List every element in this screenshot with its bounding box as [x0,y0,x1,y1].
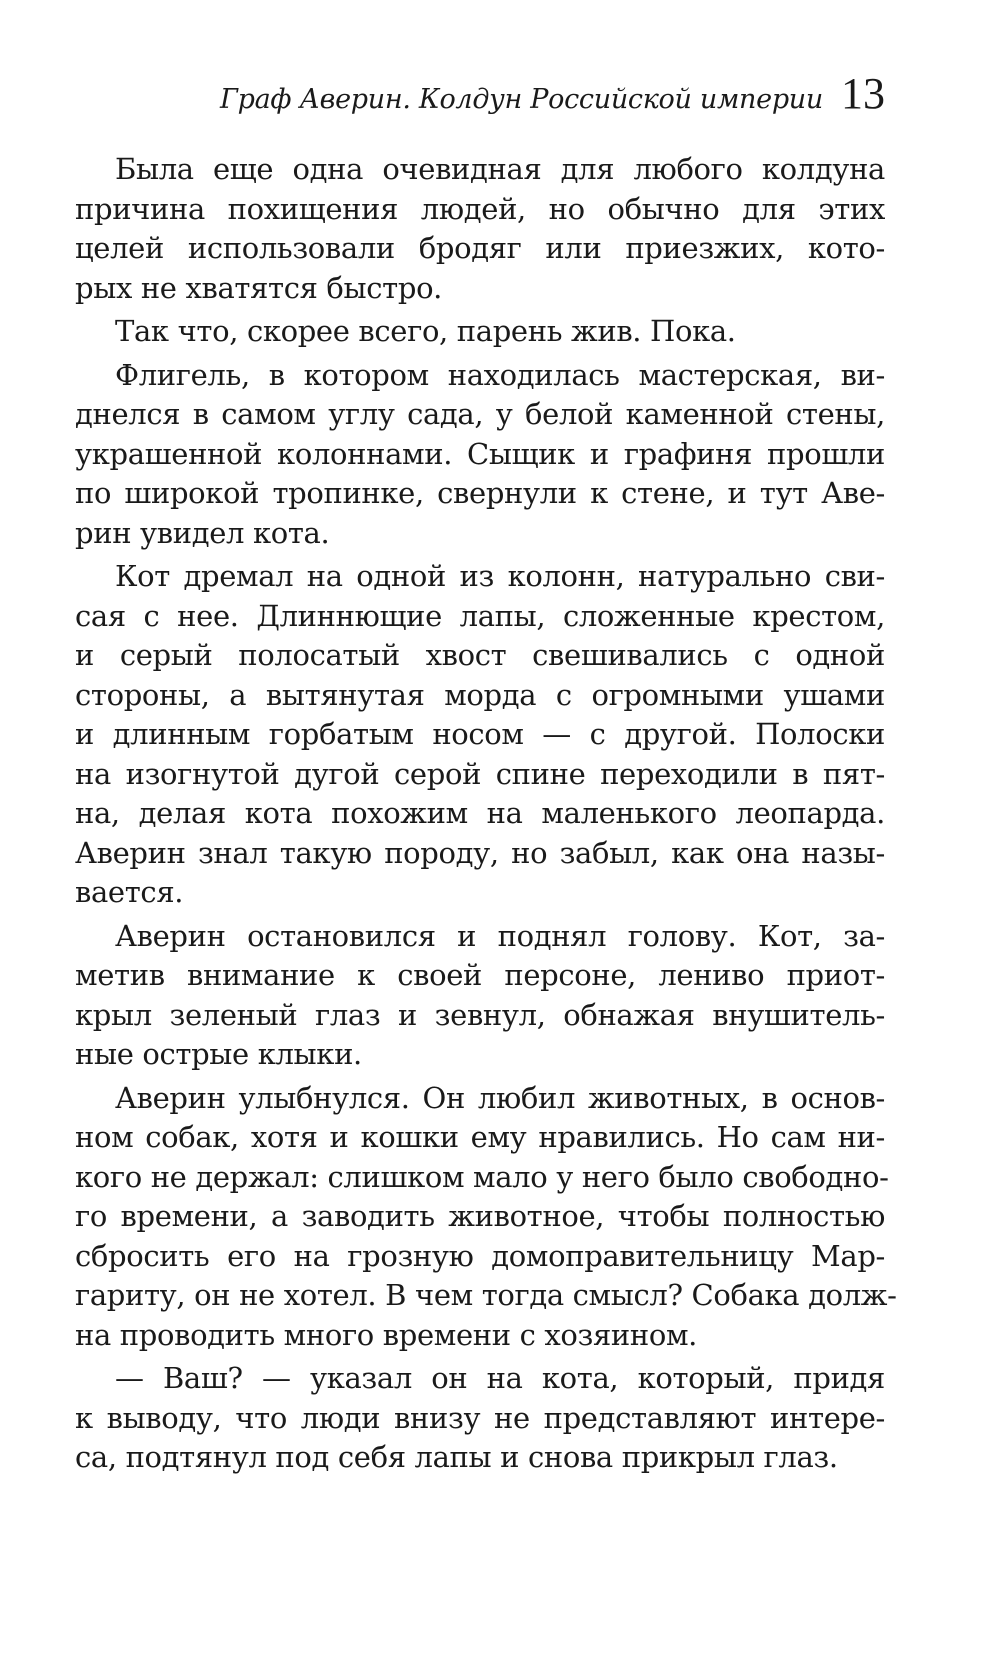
text-line: сая с нее. Длиннющие лапы, сложенные крестом, [75,598,885,633]
running-title: Граф Аверин. Колдун Российской империи [220,84,823,115]
text-line: Аверин остановился и поднял голову. Кот, за- [115,918,885,953]
text-line: рых не хватятся быстро. [75,270,443,305]
paragraph [75,356,885,554]
text-line: на изогнутой дугой серой спине переходили в пят- [75,756,885,791]
text-line: к выводу, что люди внизу не представляют интере- [75,1400,885,1435]
text-line: рин увидел кота. [75,515,330,550]
text-line: стороны, а вытянутая морда с огромными ушами [75,677,885,712]
paragraph [75,1359,885,1478]
running-head [220,69,885,118]
paragraph [75,312,885,352]
text-line: вается. [75,875,184,909]
text-line: Аверин улыбнулся. Он любил животных, в основ- [115,1080,885,1115]
paragraph [75,150,885,308]
text-line: причина похищения людей, но обычно для этих [75,191,885,226]
text-line: Аверин знал такую породу, но забыл, как она назы- [75,835,885,870]
text-line: украшенной колоннами. Сыщик и графиня прошли [75,436,885,471]
page-number: 13 [841,69,885,118]
paragraph [75,917,885,1075]
text-line: днелся в самом углу сада, у белой каменной стены, [75,397,885,431]
text-line: го времени, а заводить животное, чтобы полностью [75,1199,885,1233]
text-line: Кот дремал на одной из колонн, натурально сви- [115,559,885,593]
text-line: Флигель, в котором находилась мастерская, ви- [115,357,885,392]
text-line: Была еще одна очевидная для любого колдуна [115,152,885,186]
text-line: и серый полосатый хвост свешивались с одной [75,638,885,672]
text-line: крыл зеленый глаз и зевнул, обнажая внушитель- [75,997,885,1032]
text-line: целей использовали бродяг или приезжих, кото- [75,231,885,265]
text-line: са, подтянул под себя лапы и снова прикрыл глаз. [75,1440,838,1474]
text-line: кого не держал: слишком мало у него было свободно- [75,1159,889,1194]
text-line: — Ваш? — указал он на кота, который, придя [115,1361,885,1395]
text-line: Так что, скорее всего, парень жив. Пока. [115,314,736,348]
paragraph [75,1079,897,1356]
text-line: на проводить много времени с хозяином. [75,1317,698,1352]
text-line: и длинным горбатым носом — с другой. Полоски [75,717,885,751]
text-line: метив внимание к своей персоне, лениво приот- [75,958,885,992]
text-line: ные острые клыки. [75,1037,362,1071]
text-line: ном собак, хотя и кошки ему нравились. Но сам ни- [75,1120,885,1154]
text-line: сбросить его на грозную домоправительницу Мар- [75,1238,885,1273]
body-text [75,150,897,1482]
text-line: гариту, он не хотел. В чем тогда смысл? Собака долж- [75,1278,897,1312]
text-line: на, делая кота похожим на маленького леопарда. [75,796,885,830]
paragraph [75,557,885,913]
text-line: по широкой тропинке, свернули к стене, и тут Аве- [75,476,885,510]
